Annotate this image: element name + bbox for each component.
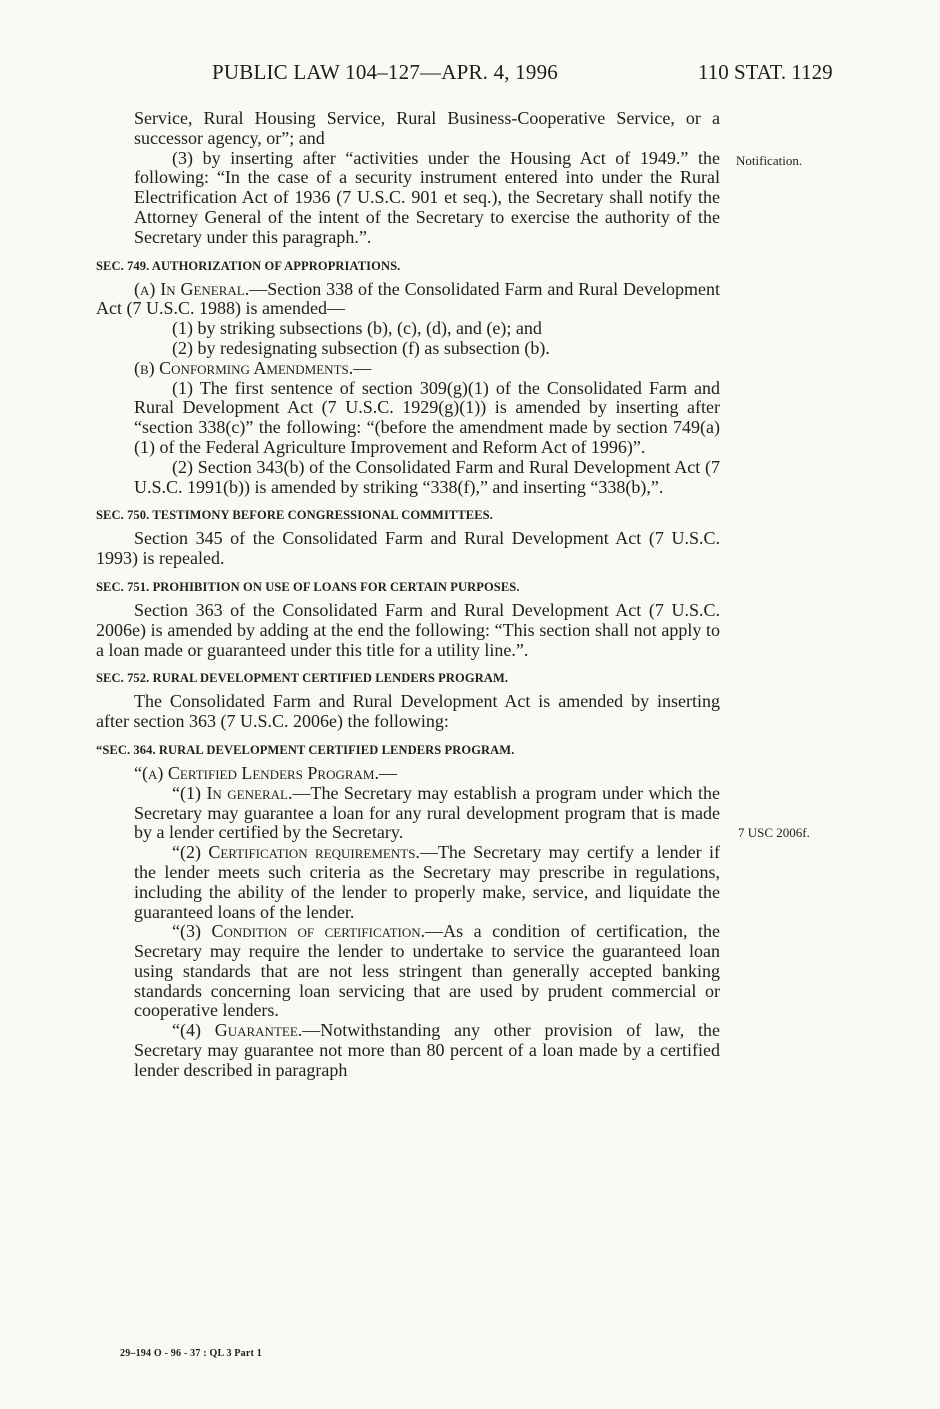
section-749-b2: (2) Section 343(b) of the Consolidated Farm and Rural Development Act (7 U.S.C. 1991(b)) is amended by striking “338(f),” and inserting “338(b),”. xyxy=(134,456,720,497)
printing-code-footer: 29–194 O - 96 - 37 : QL 3 Part 1 xyxy=(120,1348,262,1359)
section-751-heading: SEC. 751. PROHIBITION ON USE OF LOANS FOR CERTAIN PURPOSES. xyxy=(96,579,520,594)
s364-4-text: —Notwithstanding any other provision of law, the Secretary may guarantee not more than 80 percent of a loan made by a certified lender described in paragraph xyxy=(134,1020,720,1080)
section-752-text: The Consolidated Farm and Rural Development Act is amended by inserting after section 363 (7 U.S.C. 2006e) the following: xyxy=(96,691,720,732)
section-364-paragraph-1 xyxy=(96,784,720,843)
section-749-a1: (1) by striking subsections (b), (c), (d), and (e); and xyxy=(172,318,542,339)
s364-a-label: “(a) Certified Lenders Program. xyxy=(134,762,379,783)
paragraph-continuation: Service, Rural Housing Service, Rural Business-Cooperative Service, or a successor agency, or”; and xyxy=(134,108,720,148)
paragraph-3: (3) by inserting after “activities under the Housing Act of 1949.” the following: “In the case of a security instrument entered into under the Rural Electrification Act of 1936 (7 U.S.C. 901 et seq.), the Secretary shall notify the Attorney General of the intent of the Secretary to exercise the authority of the Secretary under this paragraph.”. xyxy=(134,147,720,247)
subsection-b-dash: — xyxy=(353,357,372,378)
section-750-heading: SEC. 750. TESTIMONY BEFORE CONGRESSIONAL COMMITTEES. xyxy=(96,508,493,523)
running-header-title: PUBLIC LAW 104–127—APR. 4, 1996 xyxy=(212,60,558,84)
subsection-b-label: (b) Conforming Amendments. xyxy=(134,357,354,378)
margin-note-notification: Notification. xyxy=(736,153,803,168)
statute-page-number: 110 STAT. 1129 xyxy=(698,60,833,84)
section-749-b1: (1) The first sentence of section 309(g)(1) of the Consolidated Farm and Rural Development Act (7 U.S.C. 1929(g)(1)) is amended by inserting after “section 338(c)” the following: “(before the amendment made by section 749(a)(1) of the Federal Agriculture Improvement and Reform Act of 1996)”. xyxy=(134,377,720,457)
section-749-heading: SEC. 749. AUTHORIZATION OF APPROPRIATIONS. xyxy=(96,258,401,273)
section-364-subsection-a xyxy=(96,764,720,784)
subsection-a-label: (a) In General. xyxy=(134,278,250,299)
s364-4-label: “(4) Guarantee. xyxy=(172,1020,303,1041)
s364-2-label: “(2) Certification requirements. xyxy=(172,842,420,863)
section-751-text: Section 363 of the Consolidated Farm and Rural Development Act (7 U.S.C. 2006e) is amended by adding at the end the following: “This section shall not apply to a loan made or guaranteed under this title for a utility line.”. xyxy=(96,599,720,660)
subsection-a-text: —Section 338 of the Consolidated Farm and Rural Development Act (7 U.S.C. 1988) is amended— xyxy=(96,278,720,319)
section-750-text: Section 345 of the Consolidated Farm and Rural Development Act (7 U.S.C. 1993) is repealed. xyxy=(96,528,720,569)
s364-1-label: “(1) In general. xyxy=(172,782,293,803)
section-749-subsection-a xyxy=(96,280,720,320)
section-364-paragraph-2 xyxy=(96,843,720,922)
document-body xyxy=(96,109,720,1081)
section-364-paragraph-4 xyxy=(96,1021,720,1080)
section-749-a2: (2) by redesignating subsection (f) as subsection (b). xyxy=(172,337,550,358)
s364-a-dash: — xyxy=(379,762,397,783)
section-752-heading: SEC. 752. RURAL DEVELOPMENT CERTIFIED LENDERS PROGRAM. xyxy=(96,671,509,686)
s364-2-text: —The Secretary may certify a lender if the lender meets such criteria as the Secretary may prescribe in regulations, including the ability of the lender to properly make, service, and liquidate the guaranteed loans of the lender. xyxy=(134,842,720,922)
s364-3-label: “(3) Condition of certification. xyxy=(172,921,426,942)
section-749-subsection-b xyxy=(96,359,720,379)
s364-1-text: —The Secretary may establish a program under which the Secretary may guarantee a loan for any rural development program that is made by a lender certified by the Secretary. xyxy=(134,782,720,843)
margin-note-usc: 7 USC 2006f. xyxy=(738,825,810,840)
section-364-paragraph-3 xyxy=(96,922,720,1021)
s364-3-text: —As a condition of certification, the Secretary may require the lender to undertake to service the guaranteed loan using standards that are not less stringent than generally accepted banking standards concerning loan servicing that are used by prudent commercial or cooperative lenders. xyxy=(134,921,721,1021)
section-364-heading: “SEC. 364. RURAL DEVELOPMENT CERTIFIED LENDERS PROGRAM. xyxy=(96,742,515,757)
